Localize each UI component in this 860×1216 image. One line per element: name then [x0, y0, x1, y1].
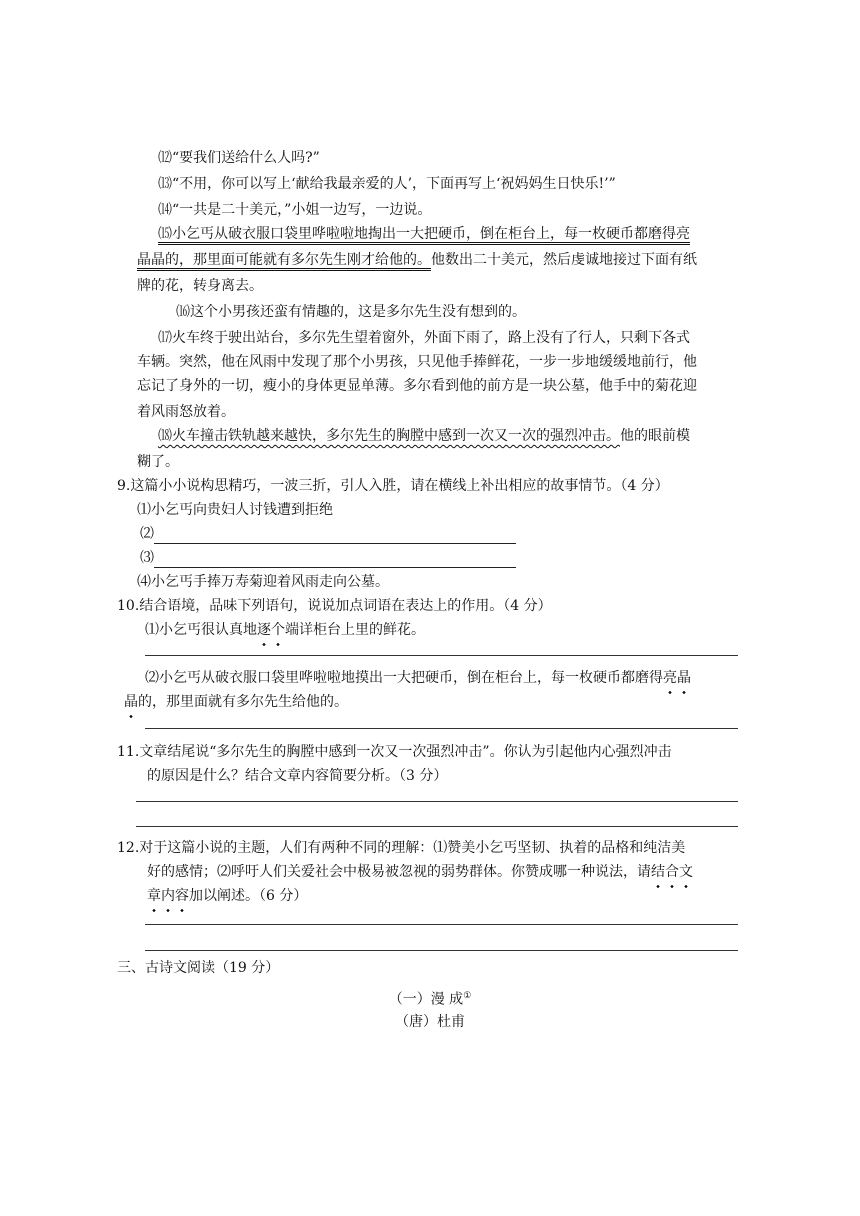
question-11-line2: 的原因是什么？结合文章内容简要分析。（3 分）	[147, 768, 448, 784]
dotted-word: 结合文	[651, 864, 693, 880]
question-10-stem: 10.结合语境，品味下列语句，说说加点词语在表达上的作用。（4 分）	[117, 598, 552, 614]
question-11-line1: 11.文章结尾说“多尔先生的胸膛中感到一次又一次强烈冲击”。你认为引起他内心强烈冲击	[117, 744, 672, 760]
poem-title	[0, 986, 860, 1010]
underlined-sentence: 晶晶的，那里面可能就有多尔先生刚才给他的。	[137, 252, 431, 268]
answer-line-11-2[interactable]	[136, 826, 738, 827]
answer-line-10-2[interactable]	[145, 728, 738, 729]
dotted-word: 晶	[124, 694, 138, 710]
dotted-word: 逐个	[257, 622, 285, 638]
story-paragraph-16: ⒃这个小男孩还蛮有情趣的，这是多尔先生没有想到的。	[176, 304, 526, 320]
answer-blank-9-2[interactable]	[154, 529, 516, 544]
footnote-marker: ①	[463, 991, 472, 1001]
question-10-sentence-2-line1	[145, 668, 691, 688]
story-paragraph-15-line3: 牌的花，转身离去。	[137, 278, 263, 294]
answer-line-12-2[interactable]	[145, 950, 738, 951]
poem-author: （唐）杜甫	[395, 1014, 465, 1030]
question-9-item-3	[140, 548, 516, 568]
story-paragraph-18-line1	[158, 426, 690, 446]
answer-line-11-1[interactable]	[136, 801, 738, 802]
story-paragraph-17-line1: ⒄火车终于驶出站台，多尔先生望着窗外，外面下雨了，路上没有了行人，只剩下各式	[158, 330, 690, 346]
underlined-sentence: ⒂小乞丐从破衣服口袋里哗啦啦地掏出一大把硬币，倒在柜台上，每一枚硬币都磨得亮	[158, 226, 690, 242]
question-12-line3	[147, 886, 307, 906]
wavy-underlined-sentence: ⒅火车撞击铁轨越来越快，多尔先生的胸膛中感到一次又一次的强烈冲击。	[158, 428, 620, 444]
question-10-sentence-1	[145, 620, 425, 640]
dotted-word: 章内容	[147, 888, 189, 904]
paragraph-text: 他的眼前模	[620, 428, 690, 444]
question-9-item-1: ⑴小乞丐向贵妇人讨钱遭到拒绝	[137, 502, 333, 518]
story-paragraph-17-line4: 着风雨怒放着。	[137, 404, 235, 420]
story-paragraph-15-line2	[137, 250, 697, 270]
paragraph-text: 他数出二十美元，然后虔诚地接过下面有纸	[431, 252, 697, 268]
sentence-text: 的，那里面就有多尔先生给他的。	[138, 694, 348, 710]
poem-title-text: （一）漫 成	[388, 991, 464, 1008]
answer-line-10-1[interactable]	[145, 655, 738, 656]
question-12-line1: 12.对于这篇小说的主题，人们有两种不同的理解：⑴赞美小乞丐坚韧、执着的品格和纯洁美	[117, 840, 686, 856]
question-12-line2	[147, 862, 693, 882]
question-10-sentence-2-line2	[124, 692, 348, 712]
answer-blank-9-3[interactable]	[154, 553, 516, 568]
sentence-text: ⑵小乞丐从破衣服口袋里哗啦啦地摸出一大把硬币，倒在柜台上，每一枚硬币都磨得	[145, 670, 663, 686]
item-number: ⑶	[140, 550, 154, 566]
story-paragraph-14: ⒁“一共是二十美元，”小姐一边写，一边说。	[158, 202, 432, 218]
section-3-heading: 三、古诗文阅读（19 分）	[117, 960, 280, 976]
story-paragraph-13: ⒀“不用，你可以写上‘献给我最亲爱的人’，下面再写上‘祝妈妈生日快乐!’”	[158, 176, 616, 192]
question-9-stem: 9.这篇小小说构思精巧，一波三折，引人入胜，请在横线上补出相应的故事情节。（4 分）	[117, 478, 669, 494]
question-9-item-4: ⑷小乞丐手捧万寿菊迎着风雨走向公墓。	[137, 574, 389, 590]
story-paragraph-18-line2: 糊了。	[137, 454, 179, 470]
question-9-item-2	[140, 524, 516, 544]
story-paragraph-17-line3: 忘记了身外的一切，瘦小的身体更显单薄。多尔看到他的前方是一块公墓，他手中的菊花迎	[137, 378, 697, 394]
question-text: 好的感情；⑵呼吁人们关爱社会中极易被忽视的弱势群体。你赞成哪一种说法，请	[147, 864, 651, 880]
item-number: ⑵	[140, 526, 154, 542]
dotted-word: 亮晶	[663, 670, 691, 686]
answer-line-12-1[interactable]	[145, 924, 738, 925]
story-paragraph-12: ⑿“要我们送给什么人吗?”	[158, 150, 320, 166]
story-paragraph-15-line1	[158, 224, 690, 244]
story-paragraph-17-line2: 车辆。突然，他在风雨中发现了那个小男孩，只见他手捧鲜花，一步一步地缓缓地前行，他	[137, 354, 697, 370]
question-text: 加以阐述。（6 分）	[189, 888, 308, 904]
sentence-text: 端详柜台上里的鲜花。	[285, 622, 425, 638]
sentence-text: ⑴小乞丐很认真地	[145, 622, 257, 638]
